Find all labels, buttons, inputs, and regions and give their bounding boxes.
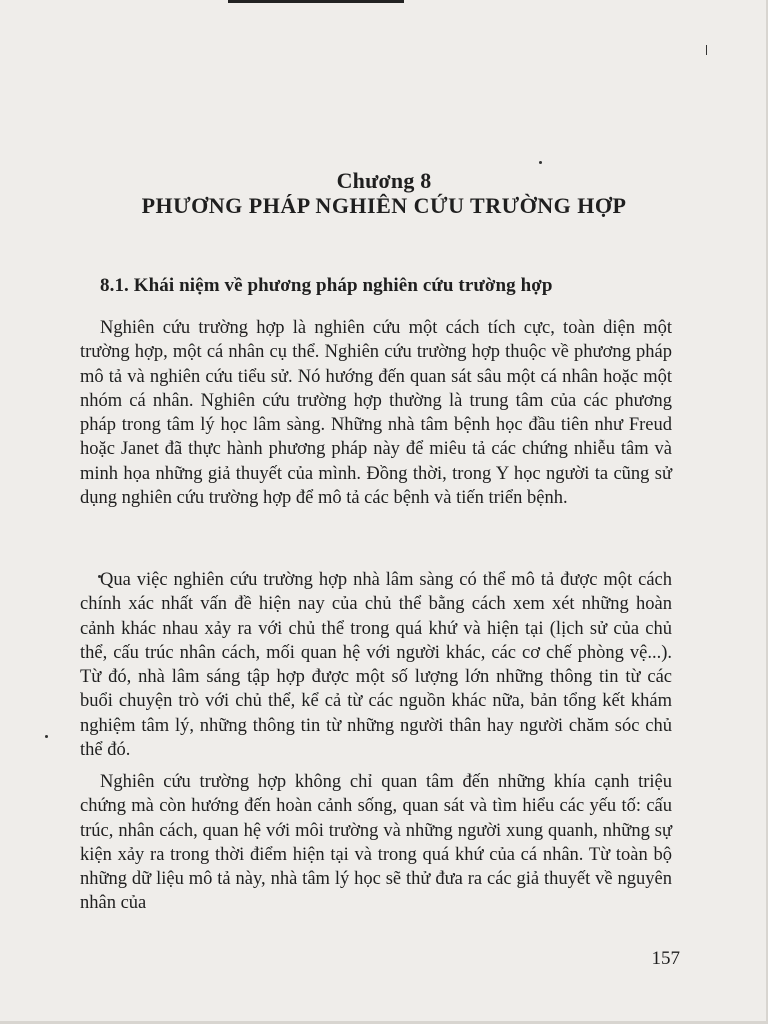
page-number: 157 — [651, 948, 680, 969]
chapter-label: Chương 8 — [336, 168, 432, 193]
body-paragraph: Qua việc nghiên cứu trường hợp nhà lâm sàng có thể mô tả được một cách chính xác nhất vấn đề hiện nay của chủ thể bằng cách xem xét những hoàn cảnh khác nhau xảy ra với chủ thể trong quá khứ và hiện tại (lịch sử của chủ thể, cấu trúc nhân cách, mối quan hệ với người khác, các cơ chế phòng vệ...). Từ đó, nhà lâm sáng tập hợp được một số lượng lớn những thông tin từ các buổi chuyện trò với chủ thể, kể cả từ các nguồn khác nữa, bản tổng kết khám nghiệm tâm lý, những thông tin từ những người thân hay người chăm sóc chủ thể đó. — [80, 570, 672, 761]
body-paragraph: Nghiên cứu trường hợp không chỉ quan tâm đến những khía cạnh triệu chứng mà còn hướng đến hoàn cảnh sống, quan sát và tìm hiểu các yếu tố: cấu trúc, nhân cách, quan hệ với môi trường và những người xung quanh, những sự kiện xảy ra trong thời điểm hiện tại và trong quá khứ của cá nhân. Từ toàn bộ những dữ liệu mô tả này, nhà tâm lý học sẽ thử đưa ra các giả thuyết về nguyên nhân của — [80, 772, 672, 914]
scan-speck — [45, 735, 48, 738]
scan-speck — [706, 45, 707, 55]
section-heading: 8.1. Khái niệm về phương pháp nghiên cứu trường hợp — [100, 275, 553, 296]
top-rule — [228, 0, 404, 3]
chapter-title: PHƯƠNG PHÁP NGHIÊN CỨU TRƯỜNG HỢP — [141, 193, 627, 218]
body-paragraph: Nghiên cứu trường hợp là nghiên cứu một cách tích cực, toàn diện một trường hợp, một cá nhân cụ thể. Nghiên cứu trường hợp thuộc về phương pháp mô tả và nghiên cứu tiểu sử. Nó hướng đến quan sát sâu một cá nhân hoặc một nhóm cá nhân. Nghiên cứu trường hợp thường là trung tâm của các phương pháp trong tâm lý học lâm sàng. Những nhà tâm bệnh học đầu tiên như Freud hoặc Janet đã thực hành phương pháp này để miêu tả các chứng nhiễu tâm và minh họa những giả thuyết của mình. Đồng thời, trong Y học người ta cũng sử dụng nghiên cứu trường hợp để mô tả các bệnh và tiến triển bệnh. — [80, 318, 672, 509]
scan-speck — [539, 161, 542, 164]
